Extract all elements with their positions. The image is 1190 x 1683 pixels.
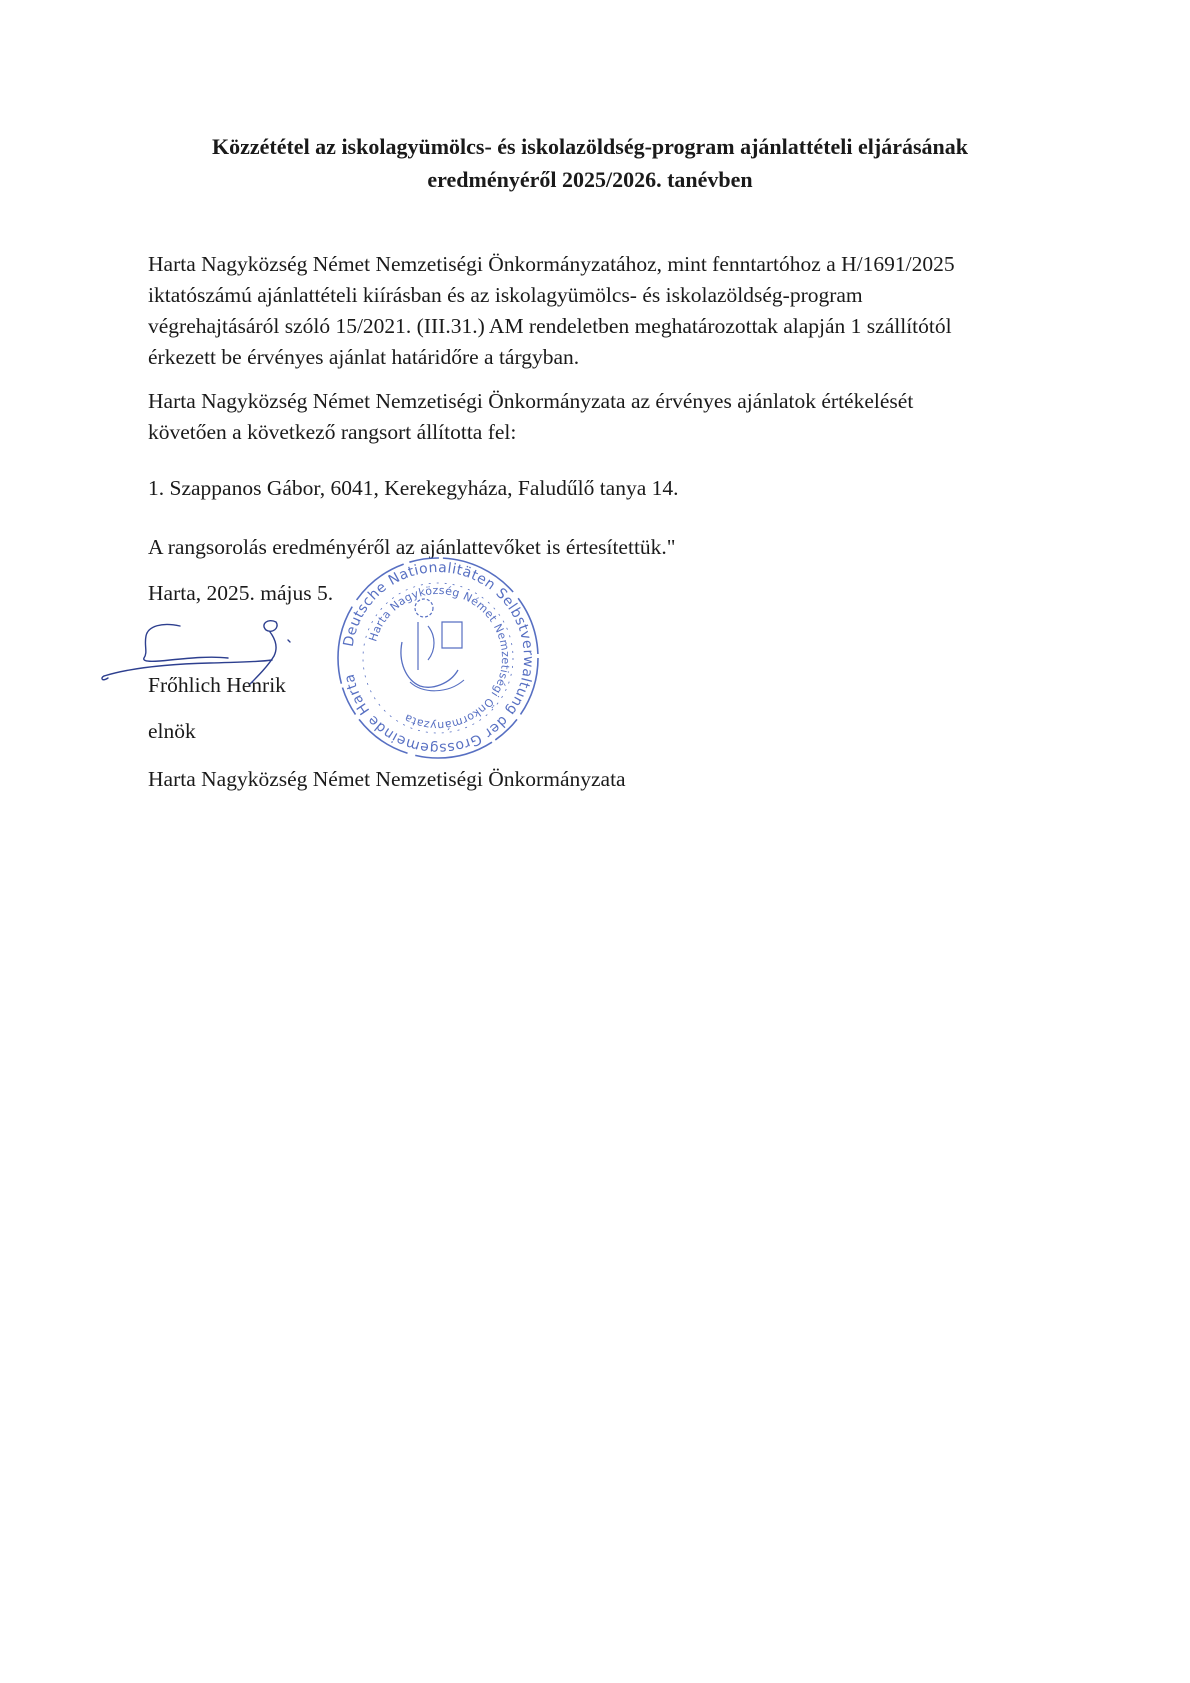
paragraph-line: végrehajtásáról szóló 15/2021. (III.31.) AM rendeletben meghatározottak alapján 1 szállítótól <box>148 314 952 338</box>
paragraph-line: érkezett be érvényes ajánlat határidőre a tárgyban. <box>148 345 580 369</box>
place-date: Harta, 2025. május 5. <box>148 581 334 605</box>
document-title <box>150 130 1030 196</box>
intro-paragraph <box>148 249 955 373</box>
paragraph-line: iktatószámú ajánlattételi kiírásban és az iskolagyümölcs- és iskolazöldség-program <box>148 283 863 307</box>
notification-text: A rangsorolás eredményéről az ajánlattevőket is értesítettük." <box>148 535 676 559</box>
handwritten-signature <box>100 618 330 688</box>
title-line: eredményéről 2025/2026. tanévben <box>427 167 753 192</box>
paragraph-line: Harta Nagyközség Német Nemzetiségi Önkormányzatához, mint fenntartóhoz a H/1691/2025 <box>148 252 955 276</box>
title-line: Közzététel az iskolagyümölcs- és iskolazöldség-program ajánlattételi eljárásának <box>211 134 969 159</box>
svg-text:Deutsche Nationalitäten Selbst: Deutsche Nationalitäten Selbstverwaltung der Grossgemeinde Harta <box>340 559 537 757</box>
signatory-role: elnök <box>148 719 196 743</box>
evaluation-paragraph <box>148 386 913 448</box>
signatory-organization: Harta Nagyközség Német Nemzetiségi Önkormányzata <box>148 767 626 791</box>
paragraph-line: Harta Nagyközség Német Nemzetiségi Önkormányzata az érvényes ajánlatok értékelését <box>148 389 914 413</box>
official-stamp <box>332 552 544 764</box>
svg-text:Harta Nagyközség Német Nemzeti: Harta Nagyközség Német Nemzetiségi Önkormányzata <box>366 583 513 733</box>
ranking-item: 1. Szappanos Gábor, 6041, Kerekegyháza, Faludűlő tanya 14. <box>148 476 679 500</box>
paragraph-line: követően a következő rangsort állította fel: <box>148 420 517 444</box>
signatory-name: Frőhlich Henrik <box>148 673 286 697</box>
